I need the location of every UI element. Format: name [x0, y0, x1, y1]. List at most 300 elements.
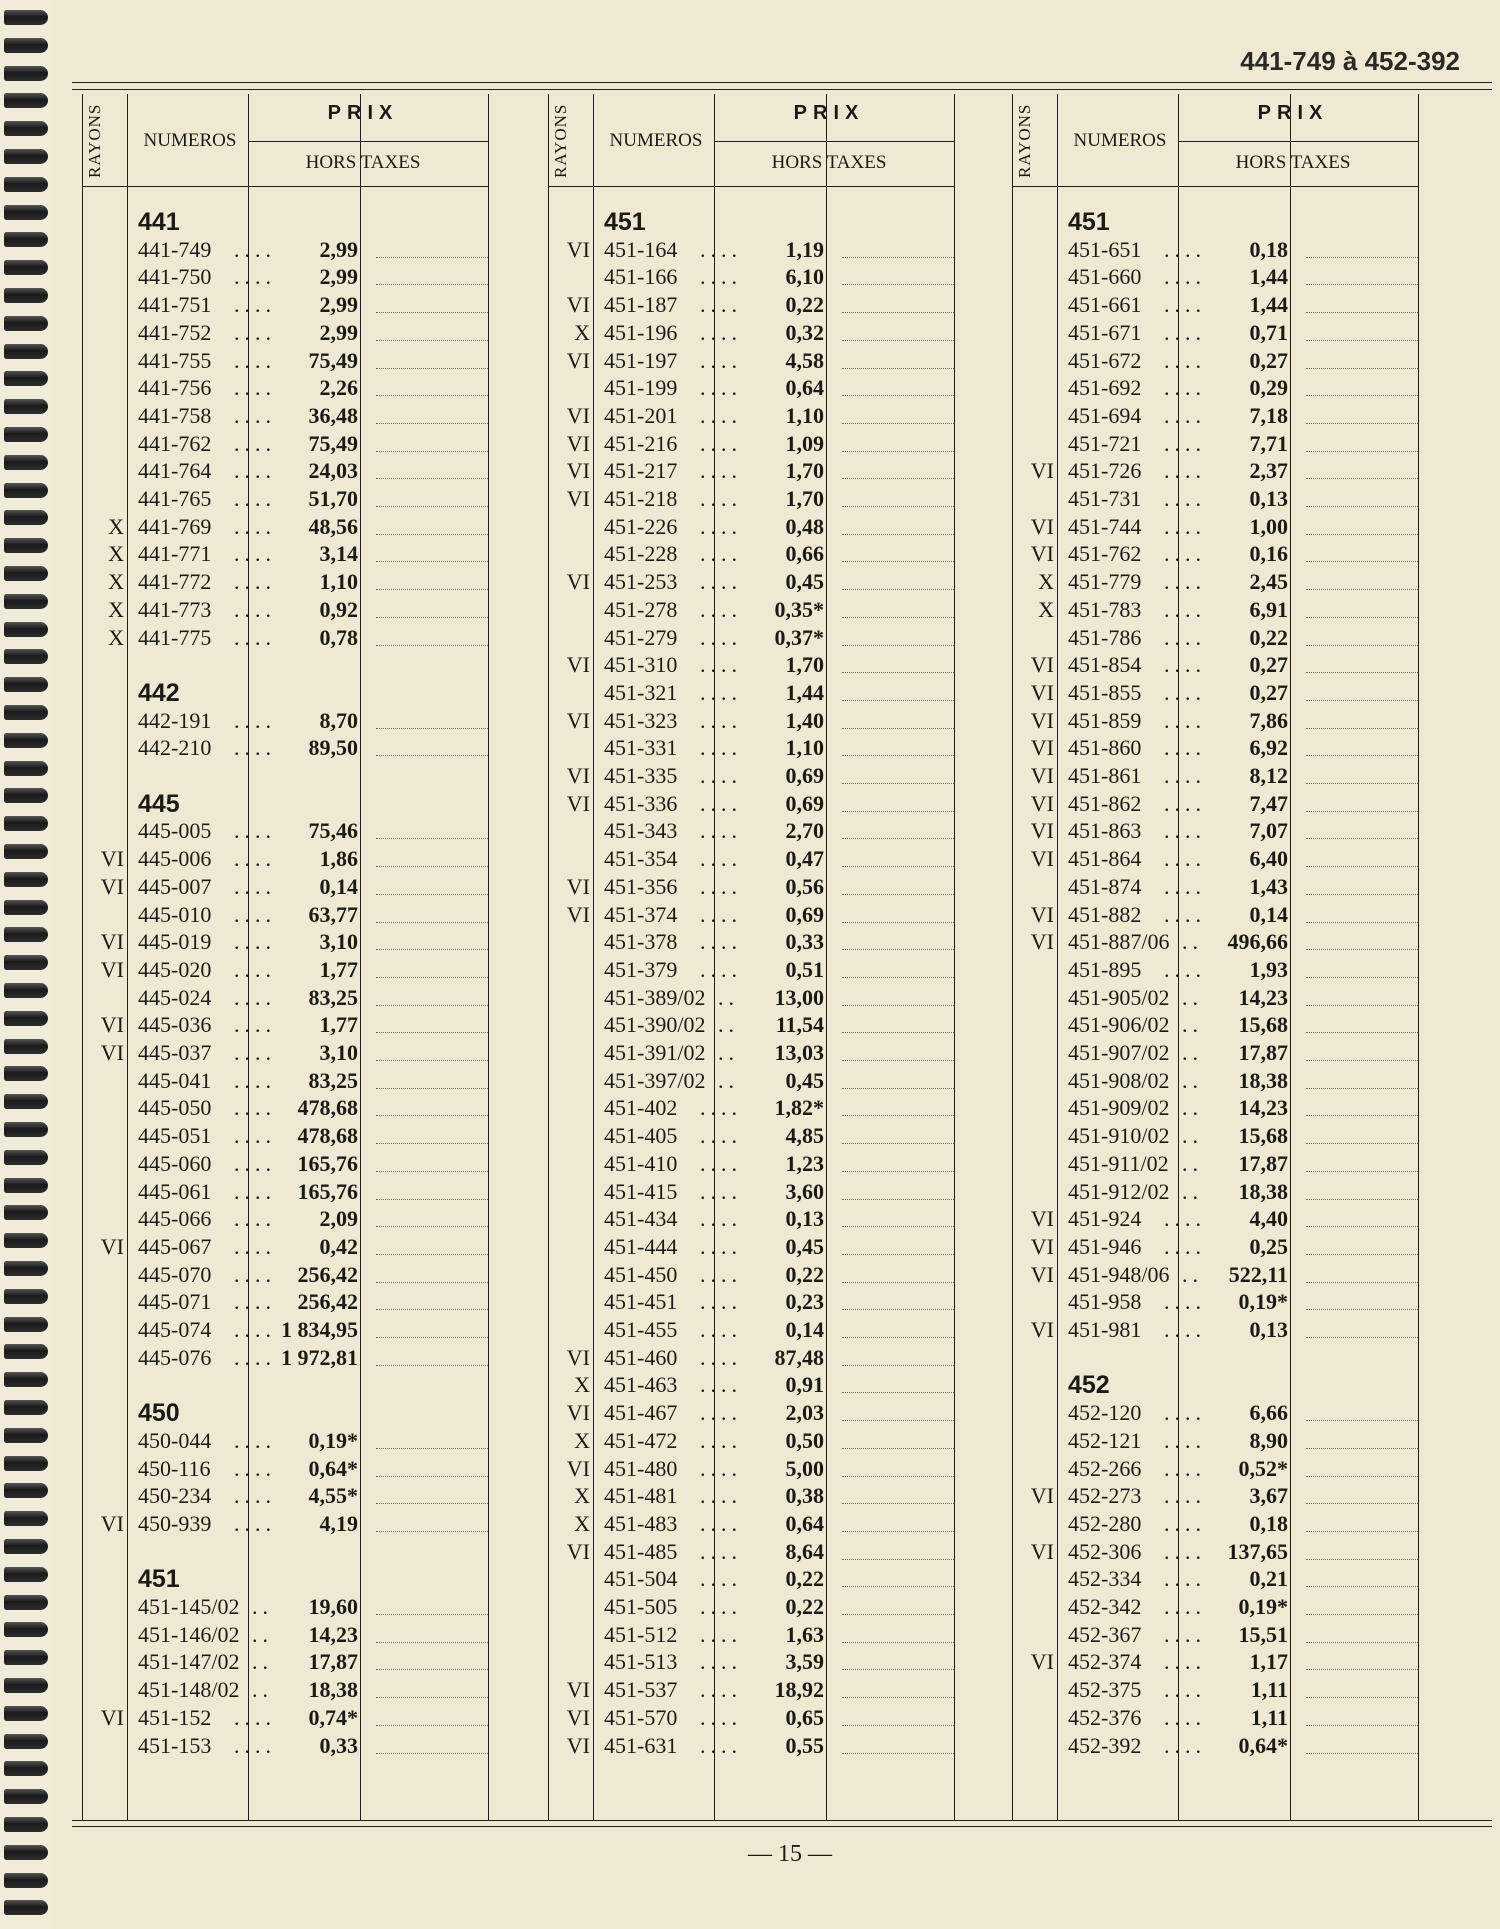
- price-row: [548, 790, 1010, 818]
- dot-leader: ....: [1164, 846, 1206, 872]
- price-row: [1012, 762, 1474, 790]
- dot-leader: ....: [700, 1594, 742, 1619]
- blank-entry-line: [842, 1032, 954, 1033]
- dot-leader: ..: [718, 1040, 739, 1065]
- blank-entry-line: [1306, 783, 1418, 784]
- binding-coil: [4, 1900, 48, 1915]
- price-row: [548, 679, 1010, 707]
- item-number: 451-253: [604, 569, 678, 595]
- price-value: 17,87: [1238, 1150, 1288, 1176]
- blank-entry-line: [842, 700, 954, 701]
- item-number: 452-375: [1068, 1677, 1142, 1703]
- price-row: [82, 236, 544, 264]
- item-number: 451-672: [1068, 347, 1142, 373]
- rayon-code: X: [108, 513, 124, 539]
- blank-entry-line: [376, 1309, 488, 1310]
- dot-leader: ....: [234, 1344, 276, 1370]
- blank-entry-line: [1306, 340, 1418, 341]
- dot-leader: ....: [234, 236, 276, 262]
- blank-entry-line: [376, 949, 488, 950]
- dot-leader: ....: [700, 1732, 742, 1758]
- price-value: 0,51: [785, 956, 824, 982]
- price-value: 75,46: [308, 818, 358, 844]
- rayon-code: VI: [566, 707, 590, 733]
- price-row: [82, 901, 544, 929]
- price-value: 1,77: [319, 1012, 358, 1038]
- price-row: [1012, 1178, 1474, 1206]
- binding-coil: [4, 1066, 48, 1081]
- item-number: 445-061: [138, 1178, 212, 1204]
- dot-leader: ....: [234, 735, 276, 761]
- binding-coil: [4, 427, 48, 442]
- price-row: [548, 1371, 1010, 1399]
- blank-entry-line: [1306, 1143, 1418, 1144]
- price-row: [82, 1094, 544, 1122]
- blank-entry-line: [842, 977, 954, 978]
- item-number: 450-234: [138, 1483, 212, 1509]
- item-number: 451-378: [604, 929, 678, 955]
- price-value: 0,74*: [308, 1704, 358, 1730]
- price-value: 14,23: [1238, 1095, 1288, 1121]
- price-value: 0,29: [1249, 375, 1288, 401]
- price-row: [1012, 1261, 1474, 1289]
- blank-entry-line: [376, 1199, 488, 1200]
- dot-leader: ....: [234, 1040, 276, 1065]
- blank-entry-line: [376, 451, 488, 452]
- price-row: [548, 430, 1010, 458]
- dot-leader: ....: [700, 1317, 742, 1342]
- price-row: [1012, 845, 1474, 873]
- binding-coil: [4, 677, 48, 692]
- header-bottom-rule: [1012, 186, 1418, 187]
- dot-leader: ....: [1164, 652, 1206, 678]
- rayons-header: RAYONS: [85, 103, 104, 178]
- dot-leader: ....: [1164, 596, 1206, 622]
- item-number: 451-467: [604, 1400, 678, 1426]
- blank-entry-line: [842, 811, 954, 812]
- item-number: 441-762: [138, 430, 212, 456]
- blank-entry-line: [376, 534, 488, 535]
- price-row: [82, 1344, 544, 1372]
- prix-header: PRIX: [1257, 102, 1329, 124]
- blank-entry-line: [1306, 1115, 1418, 1116]
- item-number: 445-037: [138, 1040, 212, 1065]
- blank-entry-line: [842, 1559, 954, 1560]
- price-value: 24,03: [308, 458, 358, 484]
- blank-entry-line: [1306, 645, 1418, 646]
- dot-leader: ....: [700, 1261, 742, 1287]
- blank-entry-line: [842, 257, 954, 258]
- price-row: [548, 1011, 1010, 1039]
- rayon-code: VI: [566, 1704, 590, 1730]
- blank-entry-line: [376, 368, 488, 369]
- dot-leader: ....: [700, 735, 742, 761]
- price-value: 17,87: [1238, 1040, 1288, 1065]
- price-row: [548, 845, 1010, 873]
- price-value: 0,64*: [1238, 1732, 1288, 1758]
- price-value: 0,22: [1249, 624, 1288, 650]
- item-number: 451-762: [1068, 541, 1142, 567]
- blank-entry-line: [376, 1337, 488, 1338]
- price-row: [1012, 1648, 1474, 1676]
- price-value: 0,18: [1249, 236, 1288, 262]
- blank-entry-line: [376, 423, 488, 424]
- dot-leader: ....: [234, 846, 276, 872]
- price-row: [548, 1233, 1010, 1261]
- item-number: 451-481: [604, 1483, 678, 1509]
- dot-leader: ....: [1164, 1566, 1206, 1592]
- price-row: [548, 1648, 1010, 1676]
- price-row: [548, 319, 1010, 347]
- item-number: 451-331: [604, 735, 678, 761]
- binding-coil: [4, 955, 48, 970]
- blank-entry-line: [842, 368, 954, 369]
- binding-coil: [4, 1428, 48, 1443]
- item-number: 451-451: [604, 1289, 678, 1315]
- item-number: 451-279: [604, 624, 678, 650]
- rayon-code: VI: [566, 790, 590, 816]
- price-value: 478,68: [297, 1123, 358, 1149]
- dot-leader: ....: [700, 596, 742, 622]
- blank-entry-line: [376, 1669, 488, 1670]
- item-number: 451-504: [604, 1566, 678, 1592]
- blank-entry-line: [842, 783, 954, 784]
- page-number: — 15 —: [748, 1841, 832, 1867]
- binding-coil: [4, 510, 48, 525]
- item-number: 451-391/02: [604, 1040, 706, 1065]
- price-row: [548, 513, 1010, 541]
- dot-leader: ....: [700, 264, 742, 290]
- blank-entry-line: [1306, 1171, 1418, 1172]
- blank-entry-line: [1306, 894, 1418, 895]
- item-number: 451-336: [604, 790, 678, 816]
- price-value: 8,12: [1249, 763, 1288, 788]
- price-value: 2,99: [319, 236, 358, 262]
- binding-coil: [4, 1845, 48, 1860]
- item-number: 451-907/02: [1068, 1040, 1170, 1065]
- blank-entry-line: [376, 1143, 488, 1144]
- binding-coil: [4, 177, 48, 192]
- item-number: 451-631: [604, 1732, 678, 1758]
- blank-entry-line: [376, 1697, 488, 1698]
- binding-coil: [4, 260, 48, 275]
- price-row: [1012, 679, 1474, 707]
- price-value: 1,82*: [774, 1095, 824, 1121]
- price-value: 6,66: [1249, 1400, 1288, 1426]
- blank-entry-line: [842, 1476, 954, 1477]
- dot-leader: ....: [1164, 513, 1206, 539]
- item-number: 451-910/02: [1068, 1123, 1170, 1149]
- dot-leader: ....: [700, 790, 742, 816]
- item-number: 451-356: [604, 873, 678, 899]
- binding-coil: [4, 66, 48, 81]
- rayon-code: VI: [1030, 763, 1054, 788]
- rayon-code: VI: [566, 652, 590, 678]
- dot-leader: ....: [700, 1677, 742, 1703]
- item-number: 451-354: [604, 846, 678, 872]
- dot-leader: ..: [1182, 984, 1203, 1010]
- item-number: 441-749: [138, 236, 212, 262]
- price-value: 3,60: [785, 1178, 824, 1204]
- blank-entry-line: [842, 1448, 954, 1449]
- binding-coil: [4, 649, 48, 664]
- price-value: 0,37*: [774, 624, 824, 650]
- price-row: [1012, 1565, 1474, 1593]
- item-number: 451-692: [1068, 375, 1142, 401]
- price-value: 14,23: [1238, 984, 1288, 1010]
- price-value: 8,64: [785, 1538, 824, 1564]
- rayon-code: VI: [566, 1455, 590, 1481]
- blank-entry-line: [1306, 1032, 1418, 1033]
- dot-leader: ..: [252, 1677, 273, 1703]
- item-number: 441-752: [138, 319, 212, 345]
- price-value: 0,35*: [774, 596, 824, 622]
- dot-leader: ....: [700, 1095, 742, 1121]
- dot-leader: ....: [234, 984, 276, 1010]
- price-value: 1 834,95: [281, 1317, 358, 1342]
- dot-leader: ....: [700, 1372, 742, 1398]
- blank-entry-line: [1306, 284, 1418, 285]
- price-row: [82, 485, 544, 513]
- bottom-rule: [72, 1820, 1492, 1821]
- price-row: [82, 513, 544, 541]
- blank-entry-line: [376, 312, 488, 313]
- item-number: 445-071: [138, 1289, 212, 1315]
- price-value: 496,66: [1227, 929, 1288, 955]
- price-row: [548, 485, 1010, 513]
- item-number: 451-912/02: [1068, 1178, 1170, 1204]
- rayon-code: VI: [100, 1510, 124, 1536]
- price-value: 165,76: [297, 1150, 358, 1176]
- price-value: 2,99: [319, 319, 358, 345]
- price-value: 83,25: [308, 1067, 358, 1093]
- item-number: 451-321: [604, 679, 678, 705]
- price-row: [82, 928, 544, 956]
- blank-entry-line: [1306, 1088, 1418, 1089]
- group-title: 450: [138, 1399, 180, 1428]
- blank-entry-line: [1306, 1309, 1418, 1310]
- dot-leader: ....: [700, 375, 742, 401]
- item-number: 451-694: [1068, 402, 1142, 428]
- price-value: 2,45: [1249, 569, 1288, 595]
- item-number: 451-981: [1068, 1317, 1142, 1342]
- price-row: [548, 1094, 1010, 1122]
- blank-entry-line: [842, 312, 954, 313]
- blank-entry-line: [376, 1503, 488, 1504]
- price-row: [548, 817, 1010, 845]
- binding-coil: [4, 1205, 48, 1220]
- price-row: [548, 1261, 1010, 1289]
- item-number: 451-405: [604, 1123, 678, 1149]
- price-value: 256,42: [297, 1261, 358, 1287]
- price-value: 6,10: [785, 264, 824, 290]
- blank-entry-line: [1306, 423, 1418, 424]
- dot-leader: ....: [700, 901, 742, 927]
- group-title: 451: [604, 208, 646, 236]
- item-number: 451-854: [1068, 652, 1142, 678]
- dot-leader: ....: [700, 1344, 742, 1370]
- blank-entry-line: [1306, 534, 1418, 535]
- rayon-code: VI: [1030, 790, 1054, 816]
- blank-entry-line: [842, 1115, 954, 1116]
- binding-coil: [4, 1178, 48, 1193]
- price-value: 0,19*: [308, 1427, 358, 1453]
- price-row: [82, 707, 544, 735]
- price-row: [1012, 707, 1474, 735]
- price-row: [82, 984, 544, 1012]
- price-row: [1012, 513, 1474, 541]
- prix-header: PRIX: [793, 102, 865, 124]
- dot-leader: ....: [700, 1538, 742, 1564]
- binding-coil: [4, 1372, 48, 1387]
- price-value: 7,47: [1249, 790, 1288, 816]
- item-number: 451-948/06: [1068, 1261, 1170, 1287]
- price-column-1: [82, 94, 544, 1824]
- price-value: 165,76: [297, 1178, 358, 1204]
- item-number: 452-306: [1068, 1538, 1142, 1564]
- rayon-code: VI: [566, 458, 590, 484]
- rayon-code: VI: [566, 236, 590, 262]
- price-value: 1,10: [785, 402, 824, 428]
- dot-leader: ....: [700, 1400, 742, 1426]
- blank-entry-line: [376, 977, 488, 978]
- price-row: [82, 1455, 544, 1483]
- group-title: 452: [1068, 1371, 1110, 1400]
- price-row: [1012, 291, 1474, 319]
- price-row: [1012, 1150, 1474, 1178]
- price-value: 0,22: [785, 292, 824, 318]
- dot-leader: ....: [700, 818, 742, 844]
- dot-leader: ....: [234, 1067, 276, 1093]
- price-value: 0,25: [1249, 1233, 1288, 1259]
- dot-leader: ....: [1164, 1649, 1206, 1675]
- price-value: 0,45: [785, 569, 824, 595]
- price-row: [82, 1178, 544, 1206]
- dot-leader: ....: [1164, 541, 1206, 567]
- numeros-header: NUMEROS: [143, 130, 237, 151]
- price-row: [548, 263, 1010, 291]
- dot-leader: ....: [1164, 1621, 1206, 1647]
- price-row: [1012, 485, 1474, 513]
- dot-leader: ....: [234, 596, 276, 622]
- dot-leader: ....: [1164, 1206, 1206, 1232]
- item-number: 445-074: [138, 1317, 212, 1342]
- binding-coil: [4, 288, 48, 303]
- top-rule: [72, 82, 1492, 83]
- price-row: [1012, 1538, 1474, 1566]
- dot-leader: ....: [234, 624, 276, 650]
- price-value: 6,92: [1249, 735, 1288, 761]
- item-number: 441-750: [138, 264, 212, 290]
- blank-entry-line: [376, 1226, 488, 1227]
- rayon-code: VI: [566, 1538, 590, 1564]
- dot-leader: ....: [700, 1178, 742, 1204]
- price-row: [1012, 347, 1474, 375]
- blank-entry-line: [1306, 1060, 1418, 1061]
- price-value: 522,11: [1228, 1261, 1288, 1287]
- dot-leader: ....: [700, 1510, 742, 1536]
- item-number: 451-397/02: [604, 1067, 706, 1093]
- blank-entry-line: [1306, 977, 1418, 978]
- price-row: [1012, 901, 1474, 929]
- rayon-code: VI: [1030, 707, 1054, 733]
- dot-leader: ....: [1164, 679, 1206, 705]
- price-row: [1012, 1122, 1474, 1150]
- binding-coil: [4, 1483, 48, 1498]
- numeros-header: NUMEROS: [609, 130, 703, 151]
- dot-leader: ....: [234, 1178, 276, 1204]
- dot-leader: ....: [1164, 347, 1206, 373]
- price-row: [1012, 1205, 1474, 1233]
- dot-leader: ....: [234, 430, 276, 456]
- item-number: 451-537: [604, 1677, 678, 1703]
- price-row: [548, 762, 1010, 790]
- price-row: [82, 1482, 544, 1510]
- binding-coil: [4, 1317, 48, 1332]
- price-value: 0,42: [319, 1233, 358, 1259]
- blank-entry-line: [376, 922, 488, 923]
- price-value: 75,49: [308, 430, 358, 456]
- dot-leader: ....: [1164, 569, 1206, 595]
- item-number: 451-958: [1068, 1289, 1142, 1315]
- price-row: [1012, 430, 1474, 458]
- dot-leader: ..: [1182, 1150, 1203, 1176]
- item-number: 451-864: [1068, 846, 1142, 872]
- dot-leader: ....: [1164, 873, 1206, 899]
- binding-coil: [4, 93, 48, 108]
- price-value: 0,65: [785, 1704, 824, 1730]
- price-row: [1012, 1094, 1474, 1122]
- dot-leader: ....: [1164, 901, 1206, 927]
- price-value: 0,33: [319, 1732, 358, 1758]
- spiral-binding: [0, 0, 52, 1929]
- binding-coil: [4, 455, 48, 470]
- item-number: 451-731: [1068, 486, 1142, 511]
- blank-entry-line: [1306, 1448, 1418, 1449]
- item-number: 451-218: [604, 486, 678, 511]
- dot-leader: ....: [700, 236, 742, 262]
- blank-entry-line: [842, 395, 954, 396]
- top-rule-inner: [72, 89, 1492, 90]
- price-row: [548, 1122, 1010, 1150]
- item-number: 451-390/02: [604, 1012, 706, 1038]
- blank-entry-line: [376, 894, 488, 895]
- rayon-code: X: [1038, 596, 1054, 622]
- blank-entry-line: [1306, 1531, 1418, 1532]
- rayon-code: VI: [1030, 652, 1054, 678]
- blank-entry-line: [376, 1171, 488, 1172]
- rayon-code: X: [574, 1427, 590, 1453]
- blank-entry-line: [842, 866, 954, 867]
- binding-coil: [4, 1706, 48, 1721]
- price-value: 1,77: [319, 956, 358, 982]
- numeros-header: NUMEROS: [1073, 130, 1167, 151]
- item-number: 451-434: [604, 1206, 678, 1232]
- blank-entry-line: [1306, 506, 1418, 507]
- dot-leader: ....: [1164, 1510, 1206, 1536]
- price-row: [548, 1538, 1010, 1566]
- price-row: [82, 1233, 544, 1261]
- blank-entry-line: [842, 1420, 954, 1421]
- item-number: 451-946: [1068, 1233, 1142, 1259]
- price-value: 1,86: [319, 846, 358, 872]
- price-value: 0,13: [1249, 486, 1288, 511]
- binding-coil: [4, 844, 48, 859]
- blank-entry-line: [376, 478, 488, 479]
- prix-divider-rule: [714, 141, 954, 142]
- dot-leader: ....: [700, 513, 742, 539]
- rayon-code: VI: [100, 873, 124, 899]
